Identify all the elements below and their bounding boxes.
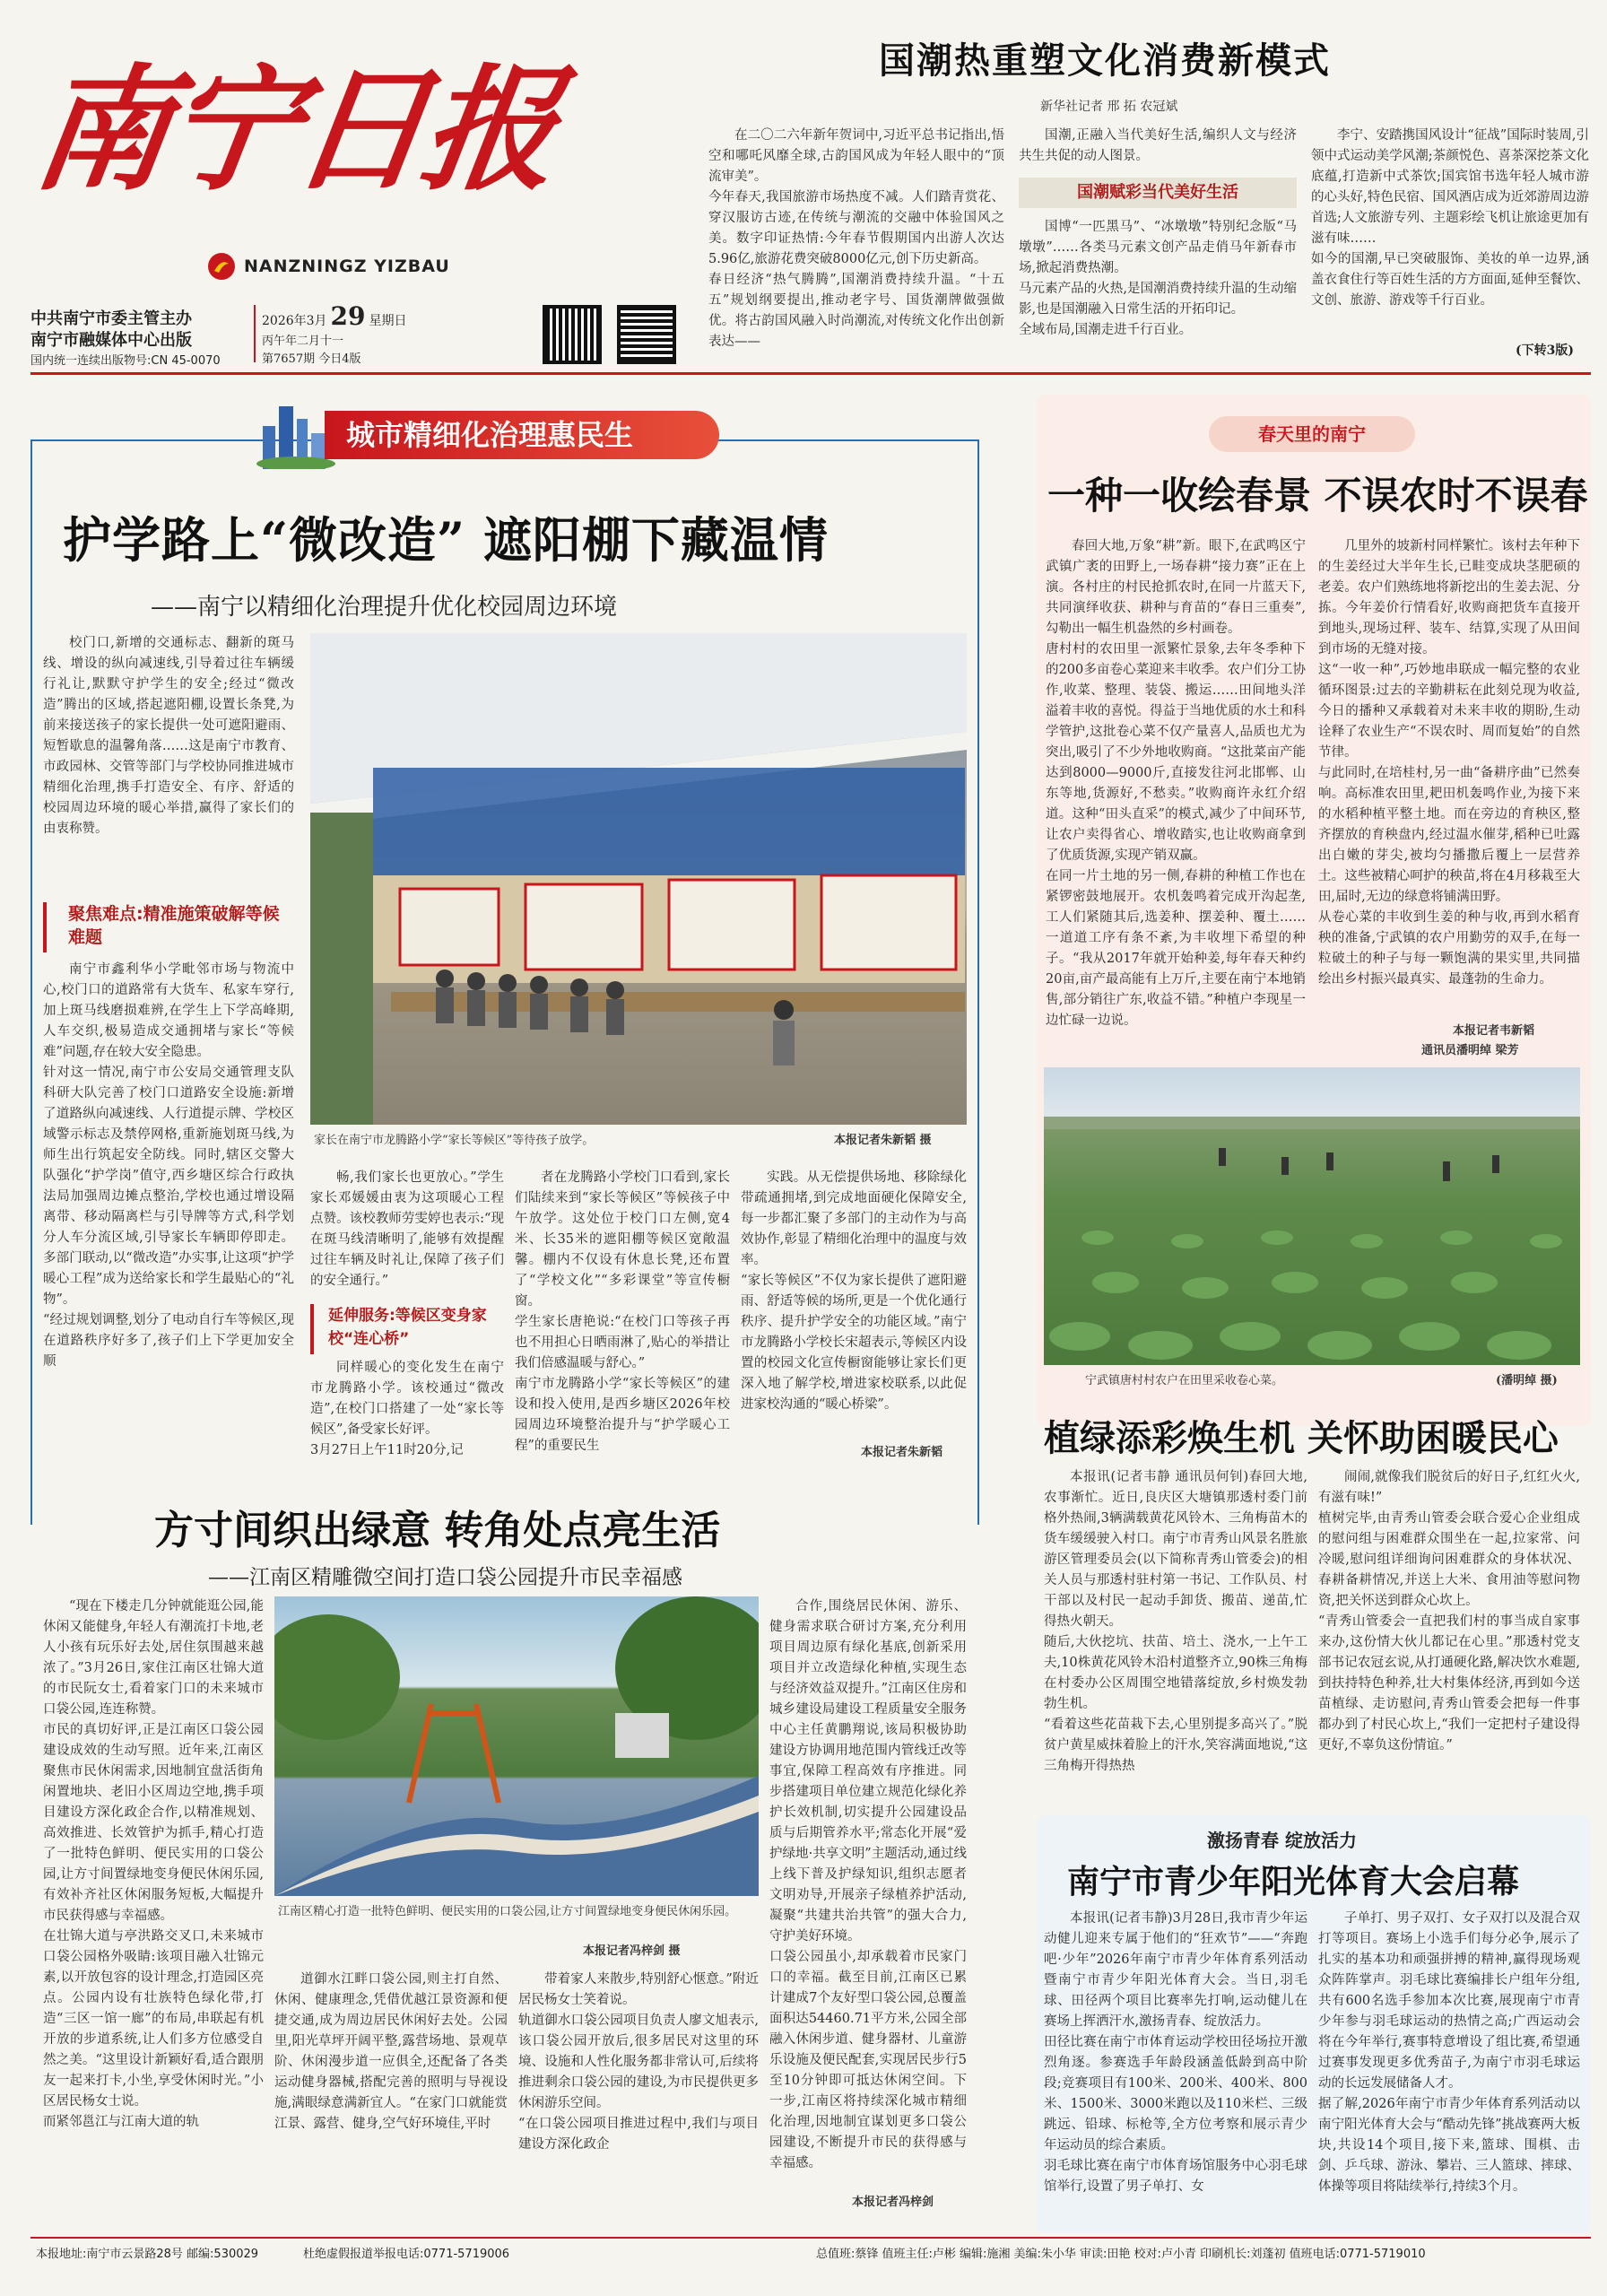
park-headline: 方寸间织出绿意 转角处点亮生活 — [154, 1508, 721, 1553]
park-col-4: 合作,围绕居民休闲、游乐、健身需求联合研讨方案,充分利用项目周边原有绿化基底,创新采用项目并立改造绿化种植,实现生态与经济效益双提升。”江南区住房和城乡建设局建设工程质量安全服务中心主任黄鹏翔说,该局积极协助建设方协调用地范围内管线迁改等事宜,保障工程高效有序推进。同步搭建项目单位建立规范化绿化养护长效机制,切实提升公园建设品质与后期管养水平;常态化开展“爱护绿地·共享文明”主题活动,通过线上线下普及护绿知识,组织志愿者文明劝导,开展亲子绿植养护活动,凝聚“共建共治共管”的强大合力,守护美好环境。 口袋公园虽小,却承载着市民家门口的幸福。截至目前,江南区已累计建成7个友好型口袋公园,总覆盖面积达54460.71平方米,公园全部融入休闲步道、健身器材、儿童游乐设施及便民配套,实现居民步行5至10分钟即可抵达休闲空间。下一步,江南区将持续深化城市精细化治理,因地制宜谋划更多口袋公园建设,不断提升市民的获得感与幸福感。 — [769, 1599, 967, 2170]
sports-kicker: 激扬青春 绽放活力 — [1207, 1830, 1357, 1851]
park-byline: 本报记者冯梓剑 — [852, 2196, 934, 2209]
masthead-divider — [254, 305, 256, 362]
qr-code-1[interactable] — [543, 305, 602, 364]
left-byline: 本报记者朱新韬 — [861, 1446, 943, 1459]
park-subhead: ——江南区精雕微空间打造口袋公园提升市民幸福感 — [208, 1566, 682, 1589]
top-byline: 新华社记者 邢 拓 农冠斌 — [1040, 100, 1178, 114]
qr-code-2[interactable] — [617, 305, 676, 364]
greening-col-1: 本报讯(记者韦静 通讯员何钊)春回大地,农事渐忙。近日,良庆区大塘镇那透村委门前格外热闹,3辆满载黄花风铃木、三角梅苗木的货车缓缓驶入村口。南宁市青秀山风景名胜旅游区管理委员会(以下简称青秀山管委会)的相关人员与那透村驻村第一书记、工作队员、村干部以及村民一起动手卸货、搬苗、递苗,忙得热火朝天。 随后,大伙挖坑、扶苗、培土、浇水,一上午工夫,10株黄花风铃木沿村道整齐立,90株三角梅在村委办公区周围空地错落绽放,乡村焕发勃勃生机。 “看着这些花苗栽下去,心里别提多高兴了。”脱贫户黄星威抹着脸上的汗水,笑容满面地说,“这三角梅开得热热 — [1044, 1470, 1307, 1773]
date-day: 29 — [330, 301, 366, 331]
sponsor-line-1: 中共南宁市委主管主办 — [30, 309, 192, 328]
logo-text: 南宁日报 — [24, 51, 564, 209]
left-subheading-2: 延伸服务:等候区变身家校“连心桥” — [310, 1304, 504, 1354]
spring-col-2: 几里外的坡新村同样繁忙。该村去年种下的生姜经过大半年生长,已畦变成块茎肥硕的老姜。农户们熟练地将新挖出的生姜去泥、分拣。今年姜价行情看好,收购商把货车直接开到地头,现场过秤、装车、结算,实现了从田间到市场的无缝对接。 这“一收一种”,巧妙地串联成一幅完整的农业循环图景:过去的辛勤耕耘在此刻兑现为收益,今日的播种又承载着对未来丰收的期盼,生动诠释了农业生产“不误农时、周而复始”的自然节律。 与此同时,在培桂村,另一曲“备耕序曲”已然奏响。高标准农田里,耙田机轰鸣作业,为接下来的水稻种植平整土地。而在旁边的育秧区,整齐摆放的育秧盘内,经过温水催芽,稻种已吐露出白嫩的芽尖,被均匀播撒后覆上一层营养土。这些被精心呵护的秧苗,将在4月移栽至大田,届时,无边的绿意将铺满田野。 从卷心菜的丰收到生姜的种与收,再到水稻育秧的准备,宁武镇的农户用勤劳的双手,在每一粒破土的种子与每一颗饱满的果实里,共同描绘出乡村振兴最真实、最蓬勃的生命力。 — [1318, 539, 1580, 987]
top-jump: (下转3版) — [1516, 344, 1574, 358]
logo-emblem-icon — [208, 253, 235, 280]
spring-col-1: 春回大地,万象“耕”新。眼下,在武鸣区宁武镇广袤的田野上,一场春耕“接力赛”正在上演。各村庄的村民抢抓农时,在同一片蓝天下,共同演绎收获、耕种与育苗的“春日三重奏”,勾勒出一幅生机盎然的乡村画卷。 唐村村的农田里一派繁忙景象,去年冬季种下的200多亩卷心菜迎来丰收季。农户们分工协作,收菜、整理、装袋、搬运……田间地头洋溢着丰收的喜悦。得益于当地优质的水土和科学管护,这批卷心菜不仅产量喜人,品质也尤为突出,吸引了不少外地收购商。“这批菜亩产能达到8000—9000斤,直接发往河北邯郸、山东等地,货源好,不愁卖。”收购商许永红介绍道。这种“田头直采”的模式,减少了中间环节,让农户卖得省心、增收踏实,也让收购商拿到了优质货源,实现产销双赢。 在同一片土地的另一侧,春耕的种植工作也在紧锣密鼓地展开。农机轰鸣着完成开沟起垄,工人们紧随其后,选姜种、摆姜种、覆土……一道道工序有条不紊,为丰收埋下希望的种子。“我从2017年就开始种姜,每年春天种约20亩,亩产最高能有上万斤,主要在南宁本地销售,部分销往广东,收益不错。”种植户李现星一边忙碌一边说。 — [1046, 539, 1306, 1028]
right-banner: 春天里的南宁 — [1209, 416, 1415, 452]
date-block — [262, 301, 522, 369]
farm-photo — [1044, 1067, 1580, 1365]
top-col-2b: 国博“一匹黑马”、“冰墩墩”特别纪念版“马墩墩”……各类马元素文创产品走俏马年新春市场,掀起消费热潮。 马元素产品的火热,是国潮消费持续升温的生动缩影,也是国潮融入日常生活的开拓印记。 全域布局,国潮走进千行百业。 — [1019, 220, 1297, 337]
spring-headline: 一种一收绘春景 不误农时不误春 — [1047, 474, 1588, 517]
top-col-2a: 国潮,正融入当代美好生活,编织人文与经济共生共促的动人图景。 — [1019, 128, 1297, 163]
top-col-1: 在二〇二六年新年贺词中,习近平总书记指出,悟空和哪吒风靡全球,古韵国风成为年轻人眼中的“顶流审美”。 今年春天,我国旅游市场热度不减。人们踏青赏花、穿汉服访古迹,在传统与潮流的交融中体验国风之美。数字印证热情:今年春节假期国内出游人次达5.96亿,旅游花费突破8000亿元,创下历史新高。 春日经济“热气腾腾”,国潮消费持续升温。“十五五”规划纲要提出,推动老字号、国货潮牌做强做优。将古韵国风融入时尚潮流,对传统文化作出创新表达—— — [708, 128, 1004, 349]
top-section-heading: 国潮赋彩当代美好生活 — [1019, 178, 1297, 208]
date-label: 2026年3月 — [262, 314, 327, 328]
left-col-3: 者在龙腾路小学校门口看到,家长们陆续来到“家长等候区”等候孩子中午放学。这处位于校门口左侧,宽4米、长35米的遮阳棚等候区宽敞温馨。棚内不仅设有休息长凳,还布置了“学校文化”“多彩课堂”等宣传橱窗。 学生家长唐艳说:“在校门口等孩子再也不用担心日晒雨淋了,贴心的举措让我们倍感温暖与舒心。” 南宁市龙腾路小学“家长等候区”的建设和投入使用,是西乡塘区2026年校园周边环境整治提升与“护学暖心工程”的重要民生 — [515, 1170, 730, 1453]
school-photo-credit: 本报记者朱新韬 摄 — [834, 1134, 932, 1147]
left-body-1: 南宁市鑫利华小学毗邻市场与物流中心,校门口的道路常有大货车、私家车穿行,加上斑马线磨损难辨,在学生上下学高峰期,人车交织,极易造成交通拥堵与家长“等候难”问题,存在较大安全隐患。 针对这一情况,南宁市公安局交通管理支队科研大队完善了校门口道路安全设施:新增了道路纵向减速线、人行道提示牌、学校区域警示标志及禁停网格,重新施划斑马线,为师生出行筑起安全防线。同时,辖区交警大队强化“护学岗”值守,西乡塘区综合行政执法局加强周边摊点整治,学校也通过增设隔离带、移动隔离栏与引导牌等方式,科学划分人车分流区域,引导家长车辆即停即走。多部门联动,以“微改造”办实事,让这项“护学暖心工程”成为送给家长和学生最贴心的“礼物”。 “经过规划调整,划分了电动自行车等候区,现在道路秩序好多了,孩子们上下学更加安全顺 — [43, 962, 294, 1369]
sports-col-1: 本报讯(记者韦静)3月28日,我市青少年运动健儿迎来专属于他们的“狂欢节”——“奔跑吧·少年”2026年南宁市青少年体育系列活动暨南宁市青少年阳光体育大会。当日,羽毛球、田径两个项目比赛率先打响,运动健儿在赛场上挥洒汗水,激扬青春、绽放活力。 田径比赛在南宁市体育运动学校田径场拉开激烈角逐。参赛选手年龄段涵盖低龄到高中阶段;竞赛项目有100米、200米、400米、800米、1500米、3000米跑以及110米栏、三级跳远、铅球、标枪等,全方位考察和展示青少年运动员的综合素质。 羽毛球比赛在南宁市体育场馆服务中心羽毛球馆举行,设置了男子单打、女 — [1044, 1911, 1307, 2194]
left-col2-a: 畅,我们家长也更放心。”学生家长邓媛媛由衷为这项暖心工程点赞。该校教师劳雯婷也表示:“现在斑马线清晰明了,能够有效提醒过往车辆及时礼让,保障了孩子们的安全通行。” — [310, 1170, 504, 1288]
greening-col-2: 闹闹,就像我们脱贫后的好日子,红红火火,有滋有味!” 植树完毕,由青秀山管委会联合爱心企业组成的慰问组与困难群众围坐在一起,拉家常、问冷暖,慰问组详细询问困难群众的身体状况、春耕备耕情况,并送上大米、食用油等慰问物资,把关怀送到群众心坎上。 “青秀山管委会一直把我们村的事当成自家事来办,这份情大伙儿都记在心里。”那透村党支部书记农冠玄说,从打通硬化路,解决饮水难题,到扶持特色种养,壮大村集体经济,再到如今送苗植绿、走访慰问,青秀山管委会把每一件事都办到了村民心坎上,“我们一定把村子建设得更好,不辜负这份情谊。” — [1318, 1470, 1580, 1752]
park-photo — [274, 1596, 759, 1896]
left-banner: 城市精细化治理惠民生 — [325, 411, 719, 459]
masthead-logo — [24, 9, 564, 278]
lunar-date: 丙午年二月十一 — [262, 335, 344, 348]
school-photo-caption: 家长在南宁市龙腾路小学“家长等候区”等待孩子放学。 — [314, 1134, 595, 1147]
park-photo-caption: 江南区精心打造一批特色鲜明、便民实用的口袋公园,让方寸间置绿地变身便民休闲乐园。 — [278, 1905, 737, 1918]
sports-headline: 南宁市青少年阳光体育大会启幕 — [1067, 1863, 1520, 1900]
spring-byline-2: 通讯员潘明绰 梁芳 — [1421, 1044, 1519, 1057]
top-col-3: 李宁、安踏携国风设计“征战”国际时装周,引领中式运动美学风潮;茶颜悦色、喜茶深挖茶文化底蕴,打造新中式茶饮;国宾馆书选年轻人城市游的心头好,特色民宿、国风酒店成为近郊游周边游首选;人文旅游专列、主题彩绘飞机让旅途更加有滋有味…… 如今的国潮,早已突破服饰、美妆的单一边界,涵盖衣食住行等百姓生活的方方面面,延伸至餐饮、文创、旅游、游戏等千行百业。 — [1311, 128, 1589, 308]
footer-rule — [30, 2237, 1591, 2239]
top-headline: 国潮热重塑文化消费新模式 — [879, 39, 1331, 82]
park-col-2: 道御水江畔口袋公园,则主打自然、休闲、健康理念,凭借优越江景资源和便捷交通,成为周边居民休闲好去处。公园里,阳光草坪开阔平整,露营场地、景观草阶、休闲漫步道一应俱全,还配备了各类运动健身器械,搭配完善的照明与导视设施,满眼绿意满新宜人。“在家门口就能赏江景、露营、健身,空气好环境佳,平时 — [274, 1972, 508, 2131]
sports-col-2: 子单打、男子双打、女子双打以及混合双打等项目。赛场上小选手们每分必争,展示了扎实的基本功和顽强拼搏的精神,赢得现场观众阵阵掌声。羽毛球比赛编排长户组年分组,共有600名选手参加本次比赛,展现南宁市青少年参与羽毛球运动的热情之高;广西运动会将在今年举行,赛事特意增设了组比赛,希望通过赛事发现更多优秀苗子,为南宁市羽毛球运动的长远发展储备人才。 据了解,2026年南宁市青少年体育系列活动以南宁阳光体育大会与“酷动先锋”挑战赛两大板块,共设14个项目,接下来,篮球、围棋、击剑、乒乓球、游泳、攀岩、三人篮球、摔球、体操等项目将陆续举行,持续3个月。 — [1318, 1911, 1580, 2194]
cn-number: 国内统一连续出版物号:CN 45-0070 — [30, 354, 221, 368]
masthead-pinyin: NANZNINGZ YIZBAU — [244, 257, 450, 276]
left-col2-b: 同样暖心的变化发生在南宁市龙腾路小学。该校通过“微改造”,在校门口搭建了一处“家长等候区”,备受家长好评。 3月27日上午11时20分,记 — [310, 1361, 504, 1457]
left-headline: 护学路上“微改造” 遮阳棚下藏温情 — [63, 511, 829, 569]
footer-staff: 总值班:蔡锋 值班主任:卢彬 编辑:施湘 美编:朱小华 审读:田艳 校对:卢小青 印刷机长:刘蓬初 值班电话:0771-5719010 — [816, 2248, 1426, 2261]
sponsor-block — [30, 309, 246, 371]
issue-number: 第7657期 今日4版 — [262, 352, 361, 366]
left-col-4: 实践。从无偿提供场地、移除绿化带疏通拥堵,到完成地面硬化保障安全,每一步都汇聚了多部门的主动作为与高效协作,彰显了精细化治理中的温度与效率。 “家长等候区”不仅为家长提供了遮阳避雨、舒适等候的场所,更是一个优化通行秩序、提升护学安全的功能区域。”南宁市龙腾路小学校长宋超表示,等候区内设置的校园文化宣传橱窗能够让家长们更深入地了解学校,增进家校联系,以此促进家校沟通的“暖心桥梁”。 — [741, 1170, 967, 1412]
park-photo-credit: 本报记者冯梓剑 摄 — [583, 1944, 681, 1958]
park-col-1: “现在下楼走几分钟就能逛公园,能休闲又能健身,年轻人有潮流打卡地,老人小孩有玩乐好去处,居住氛围越来越浓了。”3月26日,家住江南区壮锦大道的市民阮女士,看着家门口的未来城市口袋公园,连连称赞。 市民的真切好评,正是江南区口袋公园建设成效的生动写照。近年来,江南区聚焦市民休闲需求,因地制宜盘活街角闲置地块、老旧小区周边空地,携手项目建设方深化政企合作,以精准规划、高效推进、长效管护为抓手,精心打造了一批特色鲜明、便民实用的口袋公园,让方寸间置绿地变身便民休闲乐园,有效补齐社区休闲服务短板,大幅提升市民获得感与幸福感。 在壮锦大道与亭洪路交叉口,未来城市口袋公园格外吸睛:该项目融入壮锦元素,以开放包容的设计理念,打造园区亮点。公园内设有壮族特色绿化带,打造“三区一馆一廊”的布局,串联起有机开放的步道系统,让人们多方位感受自然之美。“这里设计新颖好看,适合跟朋友一起来打卡,小坐,享受休闲时光。”小区居民杨女士说。 而紧邻邕江与江南大道的轨 — [43, 1599, 264, 2129]
spring-byline-1: 本报记者韦新韬 — [1453, 1024, 1535, 1038]
farm-photo-credit: (潘明绰 摄) — [1496, 1374, 1558, 1387]
school-photo — [310, 633, 967, 1125]
footer-address: 本报地址:南宁市云景路28号 邮编:530029 — [36, 2248, 259, 2261]
farm-photo-caption: 宁武镇唐村村农户在田里采收卷心菜。 — [1085, 1374, 1284, 1387]
left-subheading-1: 聚焦难点:精准施策破解等候难题 — [43, 902, 294, 952]
left-intro: 校门口,新增的交通标志、翻新的斑马线、增设的纵向减速线,引导着过往车辆缓行礼让,默默守护学生的安全;经过“微改造”腾出的区域,搭起遮阳棚,设置长条凳,为前来接送孩子的家长提供一处可遮阳避雨、短暂歇息的温馨角落……这是南宁市教育、市政园林、交管等部门与学校协同推进城市精细化治理,携手打造安全、有序、舒适的校园周边环境的暖心举措,赢得了家长们的由衷称赞。 — [43, 636, 294, 836]
footer-phone: 杜绝虚假报道举报电话:0771-5719006 — [303, 2248, 510, 2261]
left-subhead: ——南宁以精细化治理提升优化校园周边环境 — [151, 594, 618, 621]
masthead-rule — [30, 372, 1591, 375]
park-col-3: 带着家人来散步,特别舒心惬意。”附近居民杨女士笑着说。 轨道御水口袋公园项目负责人廖文旭表示,该口袋公园开放后,很多居民对这里的环境、设施和人性化服务都非常认可,后续将推进剩余口袋公园的建设,为市民提供更多休闲游乐空间。 “在口袋公园项目推进过程中,我们与项目建设方深化政企 — [518, 1972, 759, 2152]
weekday: 星期日 — [369, 314, 407, 328]
greening-headline: 植绿添彩焕生机 关怀助困暖民心 — [1044, 1417, 1559, 1459]
sponsor-line-2: 南宁市融媒体中心出版 — [30, 331, 192, 350]
